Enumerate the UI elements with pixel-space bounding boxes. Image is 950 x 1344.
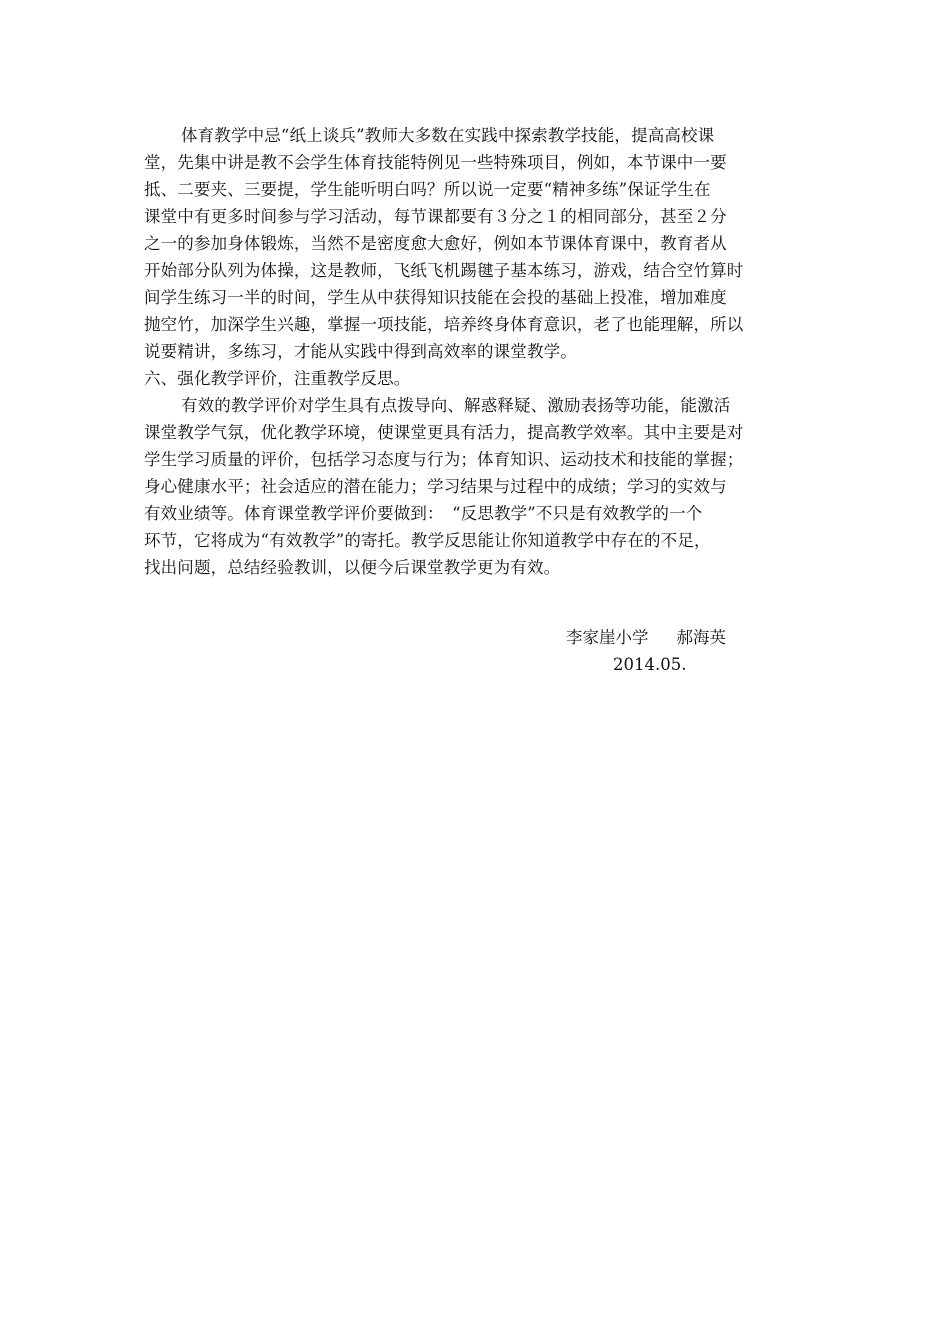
paragraph-line: 抛空竹，加深学生兴趣，掌握一项技能，培养终身体育意识，老了也能理解，所以 bbox=[144, 315, 744, 334]
paragraph-line: 找出问题，总结经验教训，以便今后课堂教学更为有效。 bbox=[144, 558, 561, 577]
paragraph-line: 之一的参加身体锻炼，当然不是密度愈大愈好，例如本节课体育课中，教育者从 bbox=[144, 234, 727, 253]
section-heading-six: 六、强化教学评价，注重教学反思。 bbox=[144, 369, 411, 388]
paragraph-teaching-practice bbox=[144, 122, 810, 365]
paragraph-line: 体育教学中忌“纸上谈兵”教师大多数在实践中探索教学技能，提高高校课 bbox=[181, 126, 715, 145]
paragraph-line: 说要精讲，多练习，才能从实践中得到高效率的课堂教学。 bbox=[144, 342, 577, 361]
paragraph-line: 堂，先集中讲是教不会学生体育技能特例见一些特殊项目，例如，本节课中一要 bbox=[144, 153, 727, 172]
paragraph-line: 学生学习质量的评价，包括学习态度与行为；体育知识、运动技术和技能的掌握； bbox=[144, 450, 744, 469]
document-body bbox=[144, 122, 810, 581]
school-name: 李家崖小学 bbox=[566, 628, 649, 647]
paragraph-teaching-evaluation bbox=[144, 392, 810, 581]
paragraph-line: 有效的教学评价对学生具有点拨导向、解惑释疑、激励表扬等功能，能激活 bbox=[181, 396, 731, 415]
paragraph-line: 间学生练习一半的时间，学生从中获得知识技能在会投的基础上投准，增加难度 bbox=[144, 288, 727, 307]
paragraph-line: 开始部分队列为体操，这是教师，飞纸飞机踢毽子基本练习，游戏，结合空竹算时 bbox=[144, 261, 744, 280]
paragraph-line: 课堂中有更多时间参与学习活动，每节课都要有３分之１的相同部分，甚至２分 bbox=[144, 207, 727, 226]
paragraph-line: 身心健康水平；社会适应的潜在能力；学习结果与过程中的成绩；学习的实效与 bbox=[144, 477, 727, 496]
paragraph-line: 有效业绩等。体育课堂教学评价要做到： “反思教学”不只是有效教学的一个 bbox=[144, 504, 703, 523]
paragraph-line: 课堂教学气氛，优化教学环境，使课堂更具有活力，提高教学效率。其中主要是对 bbox=[144, 423, 744, 442]
signature-block bbox=[566, 624, 786, 678]
signature-date: 2014.05. bbox=[613, 655, 687, 674]
author-name: 郝海英 bbox=[676, 628, 726, 647]
paragraph-line: 环节，它将成为“有效教学”的寄托。教学反思能让你知道教学中存在的不足， bbox=[144, 531, 711, 550]
signature-line bbox=[566, 624, 786, 651]
paragraph-line: 抵、二要夹、三要提，学生能听明白吗？所以说一定要“精神多练”保证学生在 bbox=[144, 180, 711, 199]
